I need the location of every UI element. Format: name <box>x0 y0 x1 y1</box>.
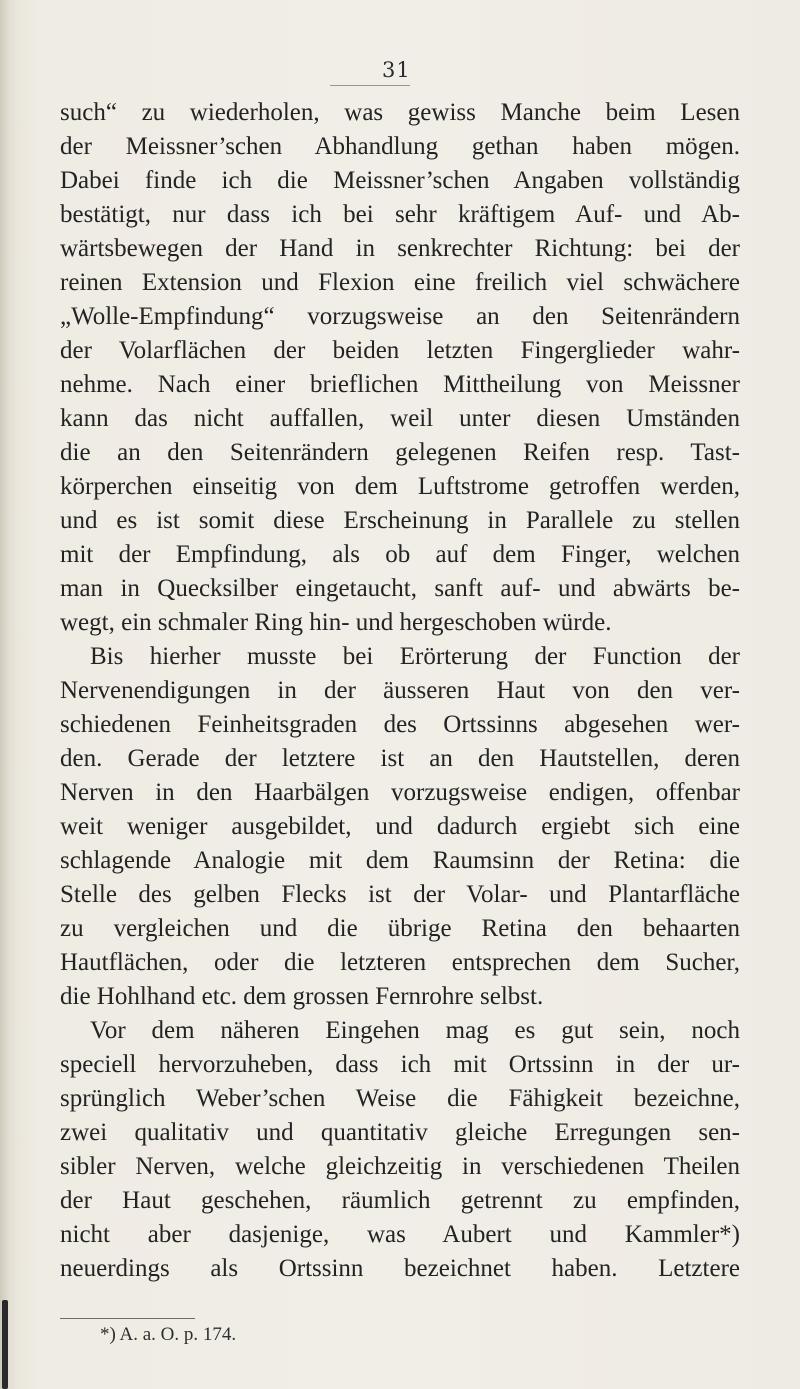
text-line: reinen Extension und Flexion eine freilich viel schwächere <box>60 269 740 296</box>
text-line: speciell hervorzuheben, dass ich mit Ortssinn in der ur- <box>60 1051 740 1078</box>
footnote-separator <box>60 1318 195 1319</box>
text-line: zu vergleichen und die übrige Retina den behaarten <box>60 915 740 942</box>
text-line: bestätigt, nur dass ich bei sehr kräftigem Auf- und Ab- <box>60 201 740 228</box>
text-line: „Wolle-Empfindung“ vorzugsweise an den Seitenrändern <box>60 303 740 330</box>
text-line: zwei qualitativ und quantitativ gleiche Erregungen sen- <box>60 1119 740 1146</box>
text-line: Stelle des gelben Flecks ist der Volar- und Plantarfläche <box>60 881 740 908</box>
text-line: schlagende Analogie mit dem Raumsinn der Retina: die <box>60 847 740 874</box>
text-line: der Haut geschehen, räumlich getrennt zu empfinden, <box>60 1187 740 1214</box>
text-line: die an den Seitenrändern gelegenen Reifen resp. Tast- <box>60 439 740 466</box>
text-line: kann das nicht auffallen, weil unter diesen Umständen <box>60 405 740 432</box>
text-line: Bis hierher musste bei Erörterung der Function der <box>90 643 740 670</box>
text-line: Vor dem näheren Eingehen mag es gut sein, noch <box>90 1017 740 1044</box>
text-line: man in Quecksilber eingetaucht, sanft auf- und abwärts be- <box>60 575 740 602</box>
binding-shadow <box>0 0 16 1389</box>
text-line: die Hohlhand etc. dem grossen Fernrohre selbst. <box>60 983 544 1010</box>
text-line: schiedenen Feinheitsgraden des Ortssinns abgesehen wer- <box>60 711 740 738</box>
text-line: Nervenendigungen in der äusseren Haut von den ver- <box>60 677 740 704</box>
text-line: weit weniger ausgebildet, und dadurch ergiebt sich eine <box>60 813 740 840</box>
text-line: den. Gerade der letztere ist an den Hautstellen, deren <box>60 745 740 772</box>
footnote: *) A. a. O. p. 174. <box>100 1324 237 1345</box>
text-line: wärtsbewegen der Hand in senkrechter Richtung: bei der <box>60 235 740 262</box>
text-line: Dabei finde ich die Meissner’schen Angaben vollständig <box>60 167 740 194</box>
text-line: Hautflächen, oder die letzteren entsprechen dem Sucher, <box>60 949 740 976</box>
page-number-underline <box>330 85 410 86</box>
binding-thread-mark <box>2 1300 8 1389</box>
text-line: Nerven in den Haarbälgen vorzugsweise endigen, offenbar <box>60 779 740 806</box>
text-line: der Volarflächen der beiden letzten Fingerglieder wahr- <box>60 337 740 364</box>
text-line: nehme. Nach einer brieflichen Mittheilung von Meissner <box>60 371 740 398</box>
text-line: körperchen einseitig von dem Luftstrome getroffen werden, <box>60 473 740 500</box>
text-line: mit der Empfindung, als ob auf dem Finger, welchen <box>60 541 740 568</box>
text-line: und es ist somit diese Erscheinung in Parallele zu stellen <box>60 507 740 534</box>
text-line: wegt, ein schmaler Ring hin- und hergeschoben würde. <box>60 609 612 636</box>
text-line: sprünglich Weber’schen Weise die Fähigkeit bezeichne, <box>60 1085 740 1112</box>
text-line: neuerdings als Ortssinn bezeichnet haben. Letztere <box>60 1255 740 1282</box>
page-number: 31 <box>382 58 411 82</box>
body-text <box>60 96 740 1286</box>
text-line: such“ zu wiederholen, was gewiss Manche beim Lesen <box>60 99 740 126</box>
text-line: sibler Nerven, welche gleichzeitig in verschiedenen Theilen <box>60 1153 740 1180</box>
text-line: nicht aber dasjenige, was Aubert und Kammler*) <box>60 1221 740 1248</box>
text-line: der Meissner’schen Abhandlung gethan haben mögen. <box>60 133 740 160</box>
